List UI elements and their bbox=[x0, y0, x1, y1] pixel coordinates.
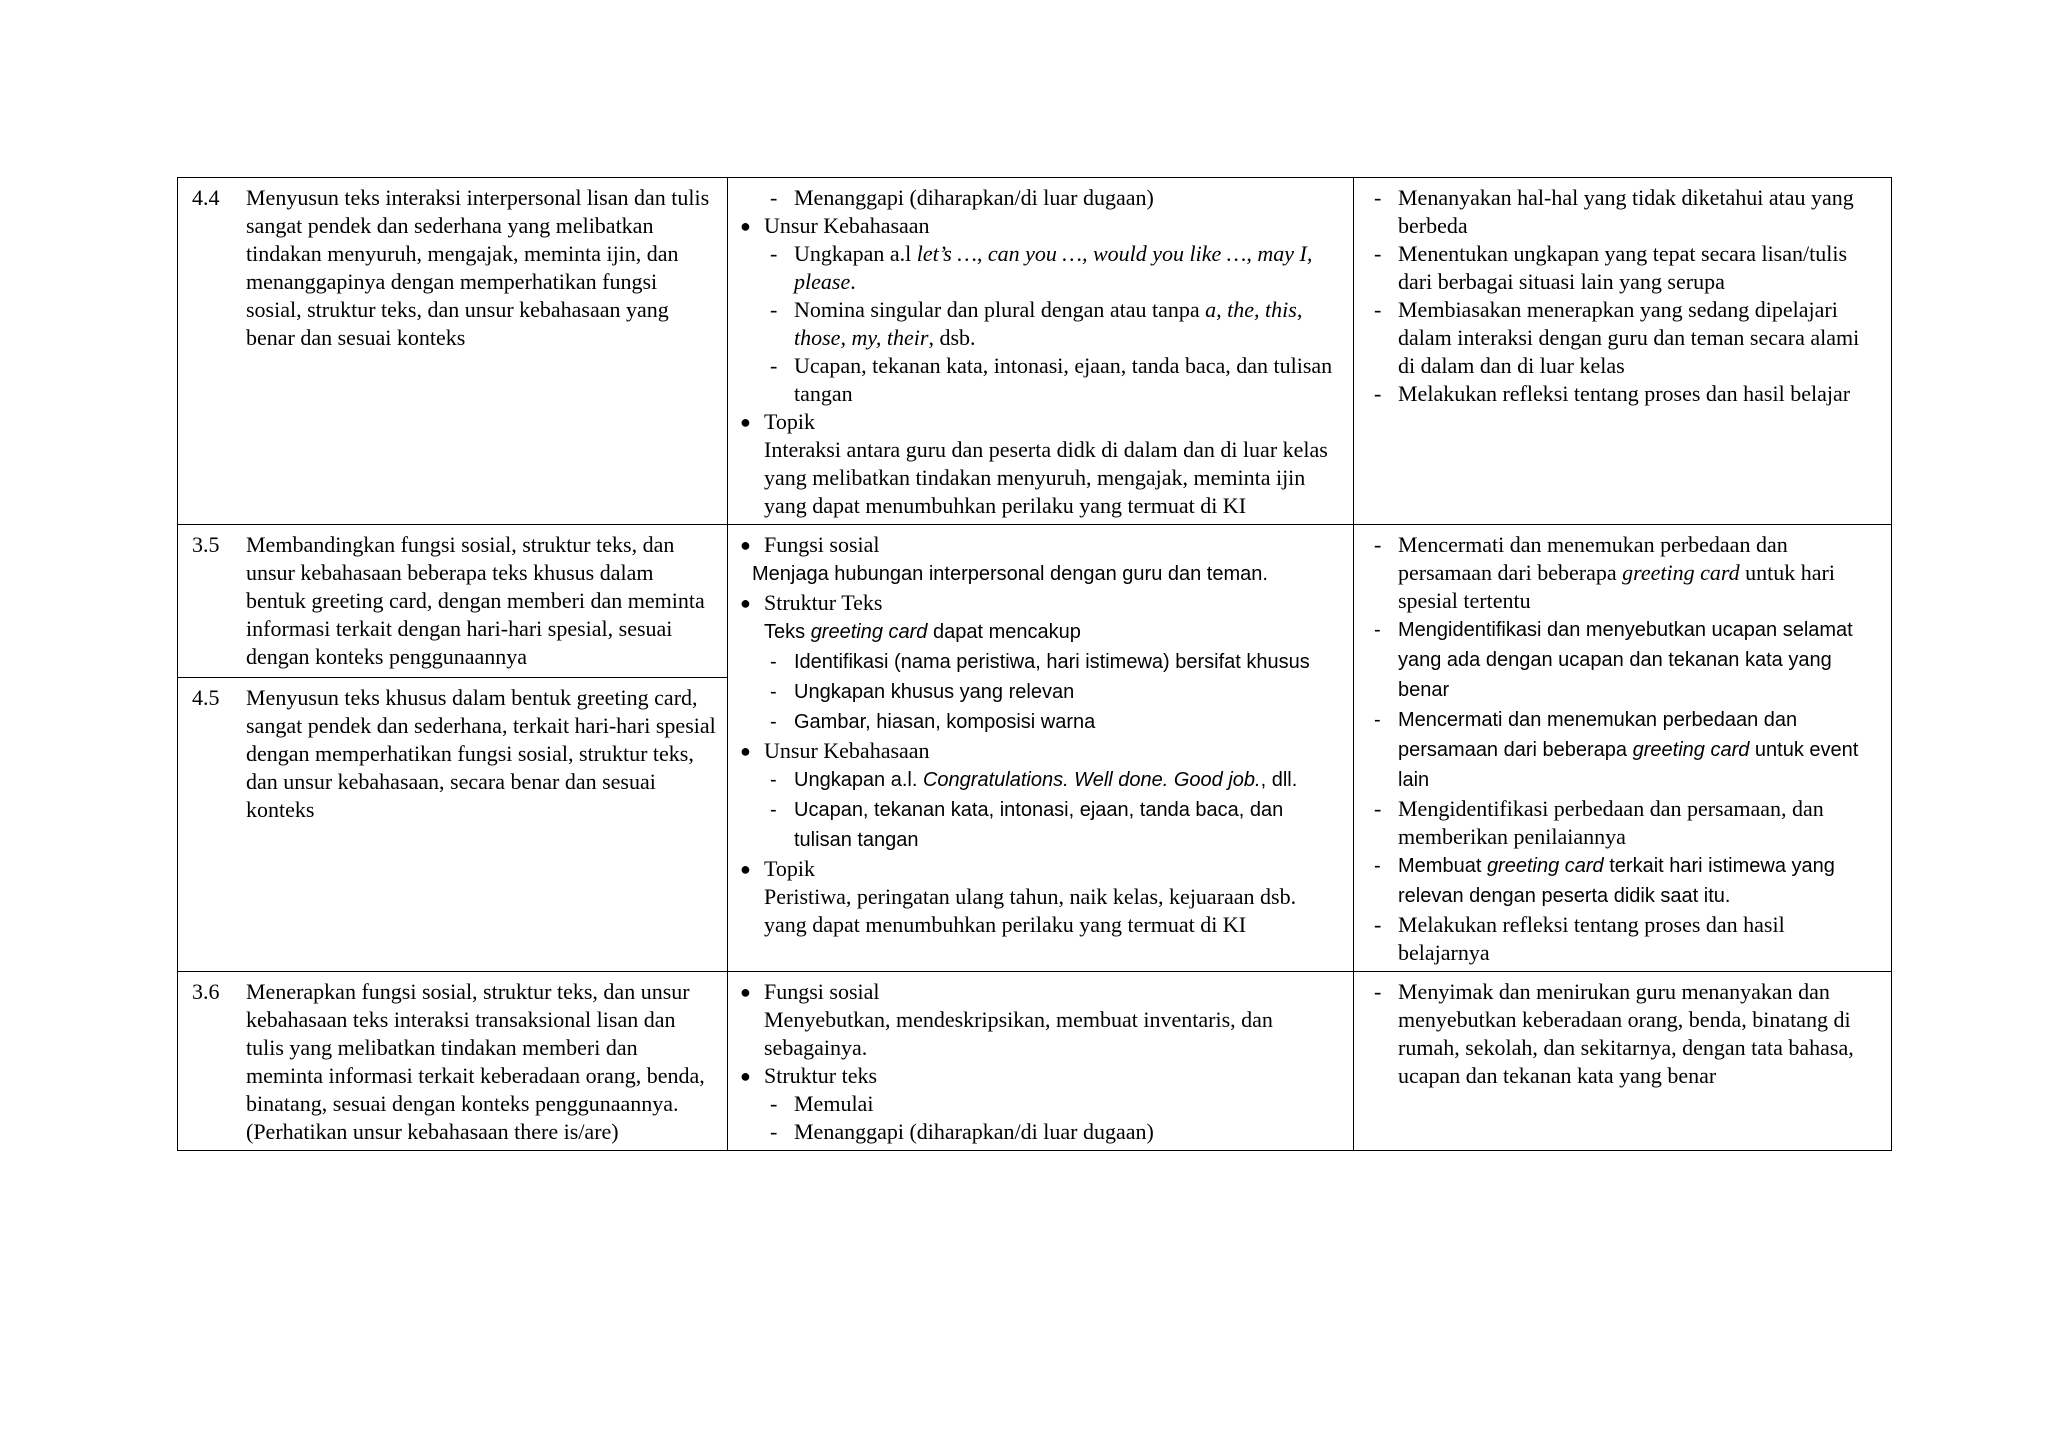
dash-mark: - bbox=[1374, 796, 1382, 821]
item-text-italic: greeting card bbox=[810, 621, 928, 643]
list-item bbox=[1366, 240, 1881, 296]
dash-mark: - bbox=[1374, 979, 1382, 1004]
kd-text: Menyusun teks khusus dalam bentuk greeting card, sangat pendek dan sederhana, terkait hari-hari spesial dengan memperhatikan fungsi sosial, struktur teks, dan unsur kebahasaan, secara benar dan sesuai konteks bbox=[246, 685, 716, 822]
dash-mark: - bbox=[770, 297, 778, 322]
kd-text: Menerapkan fungsi sosial, struktur teks, dan unsur kebahasaan teks interaksi transaksional lisan dan tulis yang melibatkan tindakan memberi dan meminta informasi terkait keberadaan orang, benda, binatang, sesuai dengan konteks penggunaannya. (Perhatikan unsur kebahasaan there is/are) bbox=[246, 979, 705, 1144]
table-row bbox=[178, 972, 1892, 1151]
item-text-italic: greeting card bbox=[1622, 560, 1740, 585]
list-item bbox=[1366, 795, 1881, 851]
list-item bbox=[740, 677, 1343, 707]
materi-cell bbox=[728, 178, 1354, 525]
list-item bbox=[740, 707, 1343, 737]
kd-cell bbox=[178, 525, 728, 972]
item-text: Menyimak dan menirukan guru menanyakan dan menyebutkan keberadaan orang, benda, binatang di rumah, sekolah, dan sekitarnya, dengan tata bahasa, ucapan dan tekanan kata yang benar bbox=[1398, 979, 1854, 1088]
bullet-icon: ● bbox=[740, 412, 751, 432]
item-heading: Fungsi sosial bbox=[764, 979, 880, 1004]
item-text-part: . bbox=[850, 269, 856, 294]
list-item bbox=[740, 1118, 1343, 1146]
list-item bbox=[1366, 851, 1881, 911]
item-text-part: Ungkapan a.l bbox=[794, 241, 917, 266]
kd-number: 4.4 bbox=[192, 185, 220, 210]
kd-cell bbox=[178, 178, 728, 525]
kd-cell bbox=[178, 972, 728, 1151]
dash-mark: - bbox=[1374, 241, 1382, 266]
item-heading: Topik bbox=[764, 856, 816, 881]
dash-mark: - bbox=[770, 711, 777, 733]
kd-item bbox=[178, 677, 727, 824]
kegiatan-cell bbox=[1354, 178, 1892, 525]
item-text-part: , dll. bbox=[1260, 769, 1298, 791]
item-heading: Topik bbox=[764, 409, 816, 434]
kd-item bbox=[190, 531, 717, 671]
item-text-part: Mencermati dan menemukan perbedaan dan persamaan dari beberapa bbox=[1398, 532, 1788, 585]
list-item bbox=[1366, 705, 1881, 795]
materi-cell bbox=[728, 525, 1354, 972]
bullet-icon: ● bbox=[740, 593, 751, 613]
dash-mark: - bbox=[770, 241, 778, 266]
list-item bbox=[740, 1062, 1343, 1090]
item-heading: Struktur Teks bbox=[764, 590, 883, 615]
dash-mark: - bbox=[770, 799, 777, 821]
list-item bbox=[740, 737, 1343, 765]
dash-mark: - bbox=[770, 185, 778, 210]
dash-mark: - bbox=[1374, 381, 1382, 406]
list-item bbox=[740, 296, 1343, 352]
item-text-italic: greeting card bbox=[1632, 739, 1750, 761]
list-item bbox=[1366, 531, 1881, 615]
item-text: Identifikasi (nama peristiwa, hari istimewa) bersifat khusus bbox=[794, 651, 1310, 673]
bullet-icon: ● bbox=[740, 535, 751, 555]
item-text bbox=[1398, 705, 1881, 795]
item-heading: Fungsi sosial bbox=[764, 532, 880, 557]
kd-item bbox=[190, 184, 717, 352]
kd-number: 3.5 bbox=[192, 532, 220, 557]
item-text: Melakukan refleksi tentang proses dan hasil belajar bbox=[1398, 381, 1851, 406]
item-text: Ungkapan khusus yang relevan bbox=[794, 681, 1075, 703]
bullet-icon: ● bbox=[740, 216, 751, 236]
fungsi-text: Menyebutkan, mendeskripsikan, membuat inventaris, dan sebagainya. bbox=[764, 1007, 1273, 1060]
list-item bbox=[740, 647, 1343, 677]
item-text-part: Membuat bbox=[1398, 855, 1487, 877]
list-item bbox=[740, 978, 1343, 1006]
dash-mark: - bbox=[770, 353, 778, 378]
item-heading: Unsur Kebahasaan bbox=[764, 213, 930, 238]
syllabus-table bbox=[177, 177, 1892, 1151]
item-text bbox=[794, 296, 1343, 352]
kd-number: 4.5 bbox=[192, 685, 220, 710]
list-item bbox=[740, 352, 1343, 408]
item-text-part: Teks bbox=[764, 621, 811, 643]
list-item bbox=[1366, 296, 1881, 380]
item-text bbox=[1398, 531, 1881, 615]
dash-mark: - bbox=[1374, 619, 1381, 641]
dash-mark: - bbox=[1374, 532, 1382, 557]
list-item bbox=[1366, 380, 1881, 408]
list-item bbox=[740, 408, 1343, 436]
topik-text: Interaksi antara guru dan peserta didk di dalam dan di luar kelas yang melibatkan tindakan menyuruh, mengajak, meminta ijin yang dapat menumbuhkan perilaku yang termuat di KI bbox=[764, 437, 1328, 518]
kegiatan-cell bbox=[1354, 525, 1892, 972]
fungsi-text: Menjaga hubungan interpersonal dengan guru dan teman. bbox=[752, 563, 1268, 585]
item-text: Menanggapi (diharapkan/di luar dugaan) bbox=[794, 1119, 1154, 1144]
item-text-part: , dsb. bbox=[928, 325, 976, 350]
item-text: Menanyakan hal-hal yang tidak diketahui atau yang berbeda bbox=[1398, 185, 1854, 238]
dash-mark: - bbox=[1374, 709, 1381, 731]
dash-mark: - bbox=[1374, 912, 1382, 937]
item-text: Menanggapi (diharapkan/di luar dugaan) bbox=[794, 185, 1154, 210]
item-text-part: terkait hari istimewa yang relevan dengan peserta didik saat itu. bbox=[1398, 855, 1835, 907]
item-heading: Unsur Kebahasaan bbox=[764, 738, 930, 763]
item-text-italic: greeting card bbox=[1486, 855, 1604, 877]
dash-mark: - bbox=[1374, 297, 1382, 322]
dash-mark: - bbox=[770, 1119, 778, 1144]
item-heading: Struktur teks bbox=[764, 1063, 878, 1088]
kd-item bbox=[190, 978, 717, 1146]
list-item bbox=[740, 589, 1343, 617]
item-text bbox=[794, 240, 1343, 296]
item-text-part: untuk event lain bbox=[1398, 739, 1859, 791]
table-row bbox=[178, 178, 1892, 525]
item-text-part: Nomina singular dan plural dengan atau tanpa bbox=[794, 297, 1206, 322]
item-text bbox=[1398, 851, 1881, 911]
struktur-text bbox=[740, 617, 1343, 647]
item-text: Memulai bbox=[794, 1091, 874, 1116]
list-item bbox=[740, 1090, 1343, 1118]
item-text: Membiasakan menerapkan yang sedang dipelajari dalam interaksi dengan guru dan teman secara alami di dalam dan di luar kelas bbox=[1398, 297, 1860, 378]
list-item bbox=[740, 795, 1343, 855]
materi-cell bbox=[728, 972, 1354, 1151]
list-item bbox=[740, 765, 1343, 795]
list-item bbox=[740, 240, 1343, 296]
list-item bbox=[740, 531, 1343, 559]
list-item bbox=[740, 184, 1343, 212]
dash-mark: - bbox=[770, 651, 777, 673]
item-text-part: dapat mencakup bbox=[927, 621, 1081, 643]
item-text bbox=[794, 765, 1297, 795]
item-text: Ucapan, tekanan kata, intonasi, ejaan, tanda baca, dan tulisan tangan bbox=[794, 353, 1333, 406]
bullet-icon: ● bbox=[740, 741, 751, 761]
dash-mark: - bbox=[770, 1091, 778, 1116]
item-text-italic: let’s …, can you …, would you like …, may I, please bbox=[794, 241, 1313, 294]
list-item bbox=[1366, 615, 1881, 705]
list-item bbox=[1366, 184, 1881, 240]
bullet-icon: ● bbox=[740, 1066, 751, 1086]
list-item bbox=[740, 212, 1343, 240]
item-text: Mengidentifikasi perbedaan dan persamaan, dan memberikan penilaiannya bbox=[1398, 796, 1824, 849]
bullet-icon: ● bbox=[740, 982, 751, 1002]
list-item bbox=[740, 855, 1343, 883]
item-text-part: Ungkapan a.l. bbox=[794, 769, 923, 791]
dash-mark: - bbox=[770, 681, 777, 703]
item-text: Mengidentifikasi dan menyebutkan ucapan selamat yang ada dengan ucapan dan tekanan kata yang benar bbox=[1398, 619, 1853, 701]
list-item bbox=[1366, 978, 1881, 1090]
kd-number: 3.6 bbox=[192, 979, 220, 1004]
bullet-icon: ● bbox=[740, 859, 751, 879]
topik-text: Peristiwa, peringatan ulang tahun, naik kelas, kejuaraan dsb. yang dapat menumbuhkan perilaku yang termuat di KI bbox=[764, 884, 1297, 937]
item-text: Melakukan refleksi tentang proses dan hasil belajarnya bbox=[1398, 912, 1785, 965]
kd-text: Membandingkan fungsi sosial, struktur teks, dan unsur kebahasaan beberapa teks khusus dalam bentuk greeting card, dengan memberi dan meminta informasi terkait dengan hari-hari spesial, sesuai dengan konteks penggunaannya bbox=[246, 532, 705, 669]
dash-mark: - bbox=[1374, 855, 1381, 877]
item-text: Ucapan, tekanan kata, intonasi, ejaan, tanda baca, dan tulisan tangan bbox=[794, 799, 1284, 851]
item-text-part: Mencermati dan menemukan perbedaan dan persamaan dari beberapa bbox=[1398, 709, 1798, 761]
table-row bbox=[178, 525, 1892, 972]
item-text-italic: Congratulations. Well done. Good job. bbox=[922, 769, 1261, 791]
list-item bbox=[1366, 911, 1881, 967]
item-text-part: untuk hari spesial tertentu bbox=[1398, 560, 1835, 613]
kegiatan-cell bbox=[1354, 972, 1892, 1151]
item-text: Menentukan ungkapan yang tepat secara lisan/tulis dari berbagai situasi lain yang serupa bbox=[1398, 241, 1848, 294]
item-text-italic: a, the, this, those, my, their bbox=[794, 297, 1303, 350]
dash-mark: - bbox=[1374, 185, 1382, 210]
item-text: Gambar, hiasan, komposisi warna bbox=[794, 711, 1096, 733]
dash-mark: - bbox=[770, 769, 777, 791]
kd-text: Menyusun teks interaksi interpersonal lisan dan tulis sangat pendek dan sederhana yang melibatkan tindakan menyuruh, mengajak, meminta ijin, dan menanggapinya dengan memperhatikan fungsi sosial, struktur teks, dan unsur kebahasaan yang benar dan sesuai konteks bbox=[246, 185, 710, 350]
